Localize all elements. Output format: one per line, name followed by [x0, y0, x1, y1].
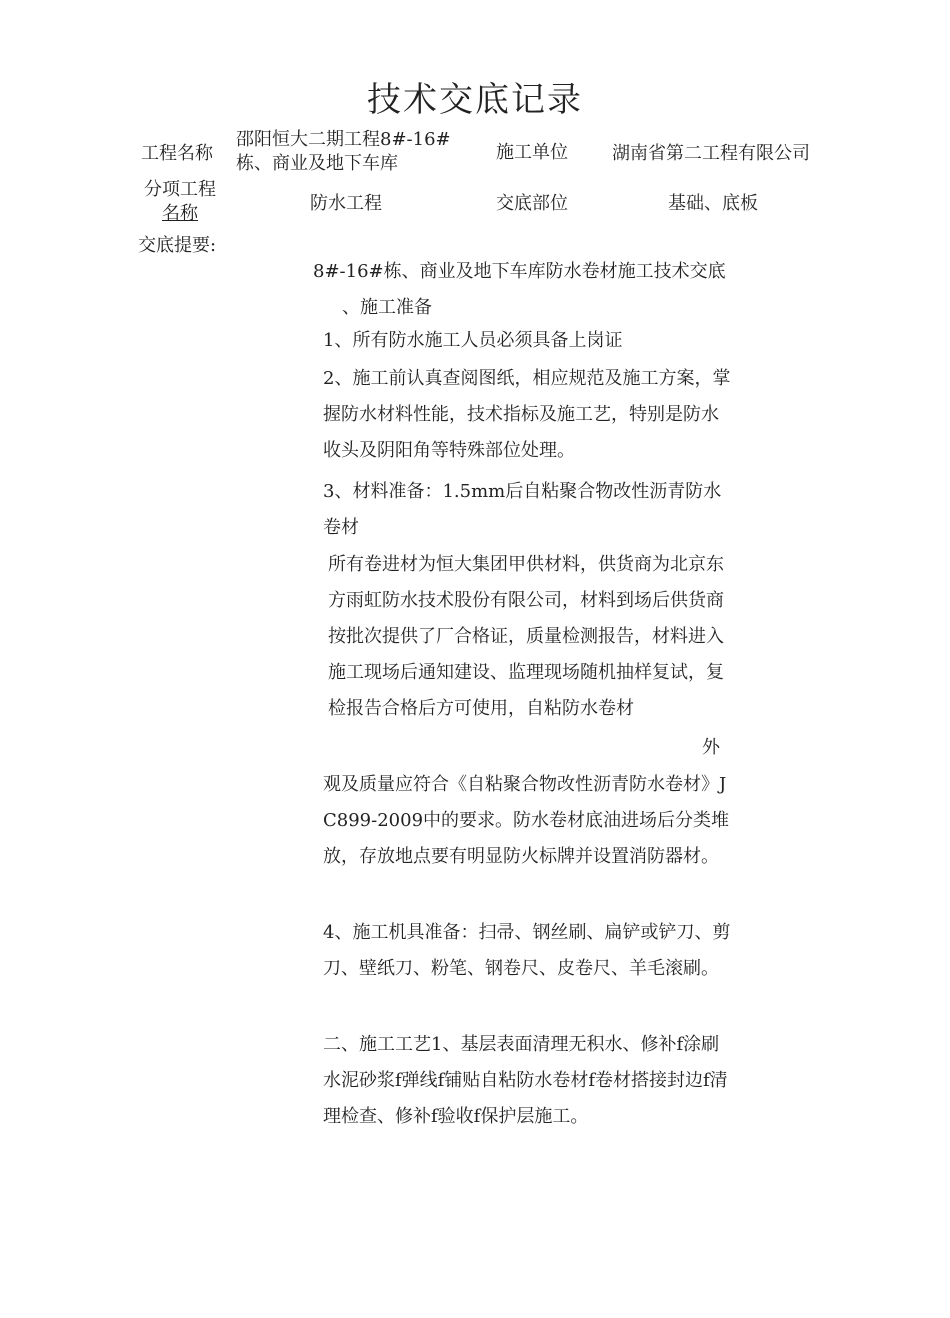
project-name-value [236, 128, 451, 176]
handover-part-label: 交底部位 [496, 193, 568, 214]
item-1: 1、所有防水施工人员必须具备上岗证 [323, 330, 623, 351]
section1-heading: 、施工准备 [342, 297, 432, 318]
item-3-detail-2: 观及质量应符合《自粘聚合物改性沥青防水卷材》JC899-2009中的要求。防水卷材底油进场后分类堆放，存放地点要有明显防火标牌并设置消防器材。 [323, 774, 730, 867]
project-name-value-line1: 邵阳恒大二期工程8#-16# [236, 129, 451, 150]
construction-unit-value: 湖南省第二工程有限公司 [612, 143, 810, 164]
sub-project-label-line1: 分项工程 [144, 179, 216, 200]
construction-unit-label: 施工单位 [496, 142, 568, 163]
body-heading: 8#-16#栋、商业及地下车库防水卷材施工技术交底 [313, 261, 726, 282]
item-3: 3、材料准备：1.5mm后自粘聚合物改性沥青防水卷材 [323, 481, 722, 538]
section2: 二、施工工艺1、基层表面清理无积水、修补f涂刷水泥砂浆f弹线f铺贴自粘防水卷材f卷材搭接封边f清理检查、修补f验收f保护层施工。 [323, 1034, 728, 1127]
summary-label: 交底提要: [138, 235, 217, 256]
sub-project-value: 防水工程 [310, 193, 382, 214]
item-3-detail: 所有卷进材为恒大集团甲供材料，供货商为北京东方雨虹防水技术股份有限公司，材料到场后供货商按批次提供了厂合格证，质量检测报告，材料进入施工现场后通知建设、监理现场随机抽样复试，复检报告合格后方可使用，自粘防水卷材 [328, 554, 724, 719]
sub-project-label-line2: 名称 [162, 203, 198, 224]
item-4: 4、施工机具准备：扫帚、钢丝刷、扁铲或铲刀、剪刀、壁纸刀、粉笔、钢卷尺、皮卷尺、羊毛滚刷。 [323, 922, 731, 979]
item-3-detail-tail: 外 [702, 737, 720, 758]
item-2: 2、施工前认真查阅图纸，相应规范及施工方案，掌握防水材料性能，技术指标及施工艺，特别是防水收头及阴阳角等特殊部位处理。 [323, 368, 731, 461]
project-name-value-line2: 栋、商业及地下车库 [236, 153, 398, 174]
handover-part-value: 基础、底板 [668, 193, 758, 214]
document-title: 技术交底记录 [367, 80, 583, 120]
project-name-label: 工程名称 [141, 143, 213, 164]
